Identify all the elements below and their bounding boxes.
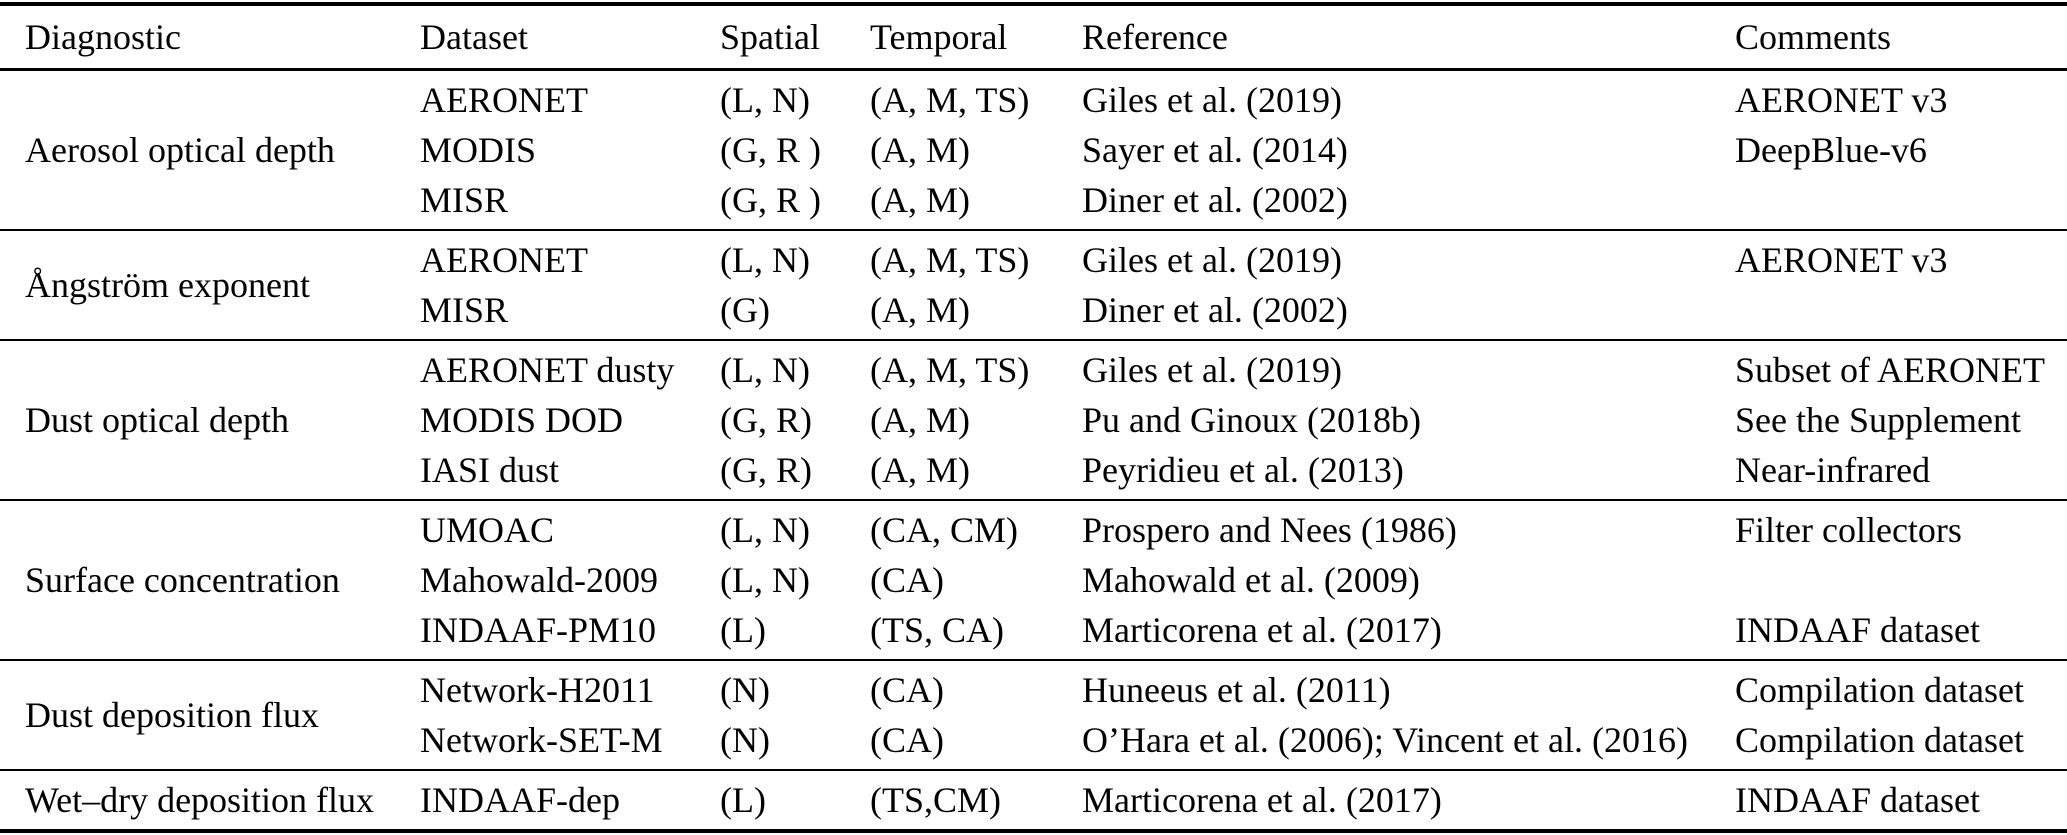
dataset-cell: Network-SET-M [420,720,663,760]
dataset-cell: INDAAF-dep [420,780,620,820]
comments-cell: Filter collectors [1735,510,1962,550]
diagnostic-cell: Dust optical depth [25,400,289,440]
temporal-cell: (CA) [870,720,944,760]
evaluation-datasets-table [0,2,2067,833]
reference-cell: Diner et al. (2002) [1082,290,1348,330]
comments-cell: DeepBlue-v6 [1735,130,1927,170]
section-wet-dry-deposition-flux [0,771,2067,829]
column-header-comments: Comments [1735,17,1892,57]
dataset-cell: MODIS [420,130,537,170]
spatial-cell: (L, N) [720,510,810,550]
reference-cell: Marticorena et al. (2017) [1082,610,1442,650]
dataset-cell: AERONET [420,80,588,120]
spatial-cell: (L) [720,780,766,820]
reference-cell: Giles et al. (2019) [1082,240,1342,280]
column-header-spatial: Spatial [720,17,820,57]
comments-cell: INDAAF dataset [1735,610,1980,650]
reference-cell: Huneeus et al. (2011) [1082,670,1391,710]
dataset-cell: AERONET dusty [420,350,675,390]
reference-cell: O’Hara et al. (2006); Vincent et al. (2016) [1082,720,1688,760]
dataset-cell: INDAAF-PM10 [420,610,657,650]
section-aerosol-optical-depth [0,71,2067,231]
diagnostic-cell: Aerosol optical depth [25,130,335,170]
temporal-cell: (A, M) [870,130,970,170]
column-header-diagnostic: Diagnostic [25,17,181,57]
dataset-cell: MISR [420,180,509,220]
dataset-cell: MISR [420,290,509,330]
comments-cell: Near-infrared [1735,450,1931,490]
section-angstrom-exponent [0,231,2067,341]
comments-cell: Compilation dataset [1735,670,2024,710]
reference-cell: Prospero and Nees (1986) [1082,510,1457,550]
spatial-cell: (L, N) [720,560,810,600]
spatial-cell: (G, R ) [720,180,821,220]
temporal-cell: (A, M, TS) [870,80,1030,120]
spatial-cell: (G, R) [720,400,812,440]
temporal-cell: (TS,CM) [870,780,1002,820]
column-header-reference: Reference [1082,17,1228,57]
column-header-temporal: Temporal [870,17,1008,57]
column-header-dataset: Dataset [420,17,528,57]
spatial-cell: (N) [720,720,770,760]
spatial-cell: (G, R) [720,450,812,490]
reference-cell: Mahowald et al. (2009) [1082,560,1420,600]
reference-cell: Peyridieu et al. (2013) [1082,450,1404,490]
reference-cell: Diner et al. (2002) [1082,180,1348,220]
comments-cell: Subset of AERONET [1735,350,2045,390]
reference-cell: Sayer et al. (2014) [1082,130,1348,170]
reference-cell: Marticorena et al. (2017) [1082,780,1442,820]
dataset-cell: IASI dust [420,450,560,490]
temporal-cell: (TS, CA) [870,610,1004,650]
comments-cell: INDAAF dataset [1735,780,1980,820]
reference-cell: Giles et al. (2019) [1082,80,1342,120]
diagnostic-cell: Dust deposition flux [25,695,319,735]
temporal-cell: (A, M) [870,290,970,330]
dataset-cell: Mahowald-2009 [420,560,658,600]
temporal-cell: (CA) [870,560,944,600]
temporal-cell: (A, M) [870,450,970,490]
temporal-cell: (CA) [870,670,944,710]
section-surface-concentration [0,501,2067,661]
reference-cell: Giles et al. (2019) [1082,350,1342,390]
dataset-cell: Network-H2011 [420,670,655,710]
reference-cell: Pu and Ginoux (2018b) [1082,400,1421,440]
comments-cell: AERONET v3 [1735,240,1948,280]
spatial-cell: (G, R ) [720,130,821,170]
diagnostic-cell: Ångström exponent [25,265,310,305]
temporal-cell: (A, M) [870,180,970,220]
temporal-cell: (CA, CM) [870,510,1019,550]
dataset-cell: MODIS DOD [420,400,624,440]
comments-cell: Compilation dataset [1735,720,2024,760]
spatial-cell: (N) [720,670,770,710]
diagnostic-cell: Surface concentration [25,560,340,600]
section-dust-deposition-flux [0,661,2067,771]
table-header-row [0,6,2067,71]
temporal-cell: (A, M, TS) [870,350,1030,390]
spatial-cell: (L, N) [720,80,810,120]
table-body [0,71,2067,829]
spatial-cell: (G) [720,290,770,330]
spatial-cell: (L, N) [720,240,810,280]
spatial-cell: (L, N) [720,350,810,390]
section-dust-optical-depth [0,341,2067,501]
spatial-cell: (L) [720,610,766,650]
comments-cell: AERONET v3 [1735,80,1948,120]
comments-cell: See the Supplement [1735,400,2021,440]
dataset-cell: AERONET [420,240,588,280]
dataset-cell: UMOAC [420,510,555,550]
temporal-cell: (A, M, TS) [870,240,1030,280]
diagnostic-cell: Wet–dry deposition flux [25,780,375,820]
temporal-cell: (A, M) [870,400,970,440]
